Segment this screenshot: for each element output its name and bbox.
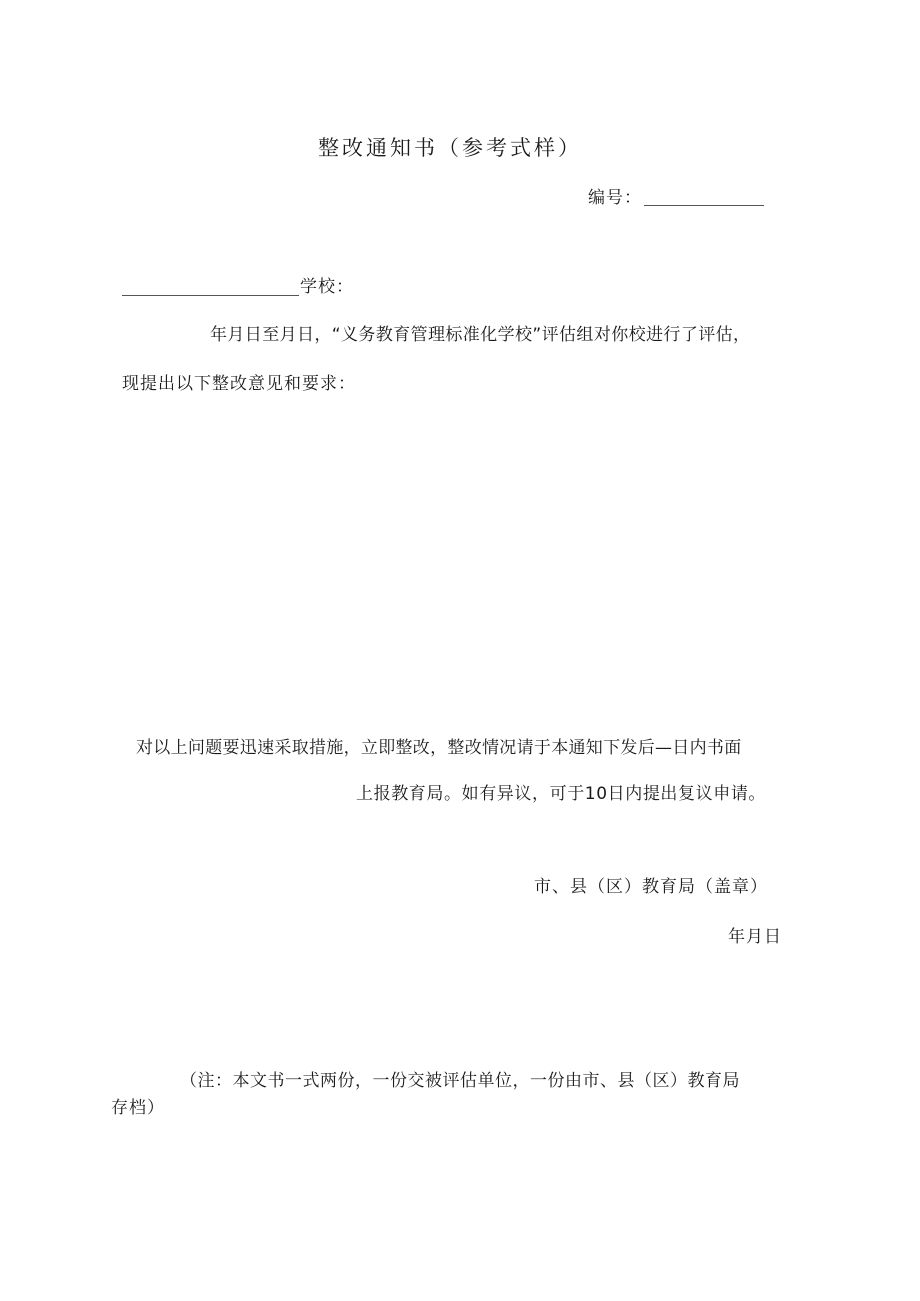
number-blank-line (644, 205, 764, 206)
intro-line-2: 现提出以下整改意见和要求： (122, 374, 356, 394)
request-line-2: 上报教育局。如有异议，可于10日内提出复议申请。 (356, 784, 767, 804)
note-line-2: 存档） (111, 1098, 165, 1118)
issuer-signature: 市、县（区）教育局（盖章） (534, 877, 768, 897)
request-line-1: 对以上问题要迅速采取措施，立即整改，整改情况请于本通知下发后—日内书面 (136, 738, 742, 758)
issue-date: 年月日 (728, 927, 782, 947)
number-label: 编号： (588, 188, 642, 208)
document-title: 整改通知书（参考式样） (318, 136, 582, 160)
school-name-blank-line (122, 295, 299, 296)
note-line-1: （注：本文书一式两份，一份交被评估单位，一份由市、县（区）教育局 (180, 1071, 740, 1091)
intro-line-1: 年月日至月日，“义务教育管理标准化学校”评估组对你校进行了评估， (210, 325, 751, 345)
addressee-suffix: 学校： (300, 277, 354, 297)
